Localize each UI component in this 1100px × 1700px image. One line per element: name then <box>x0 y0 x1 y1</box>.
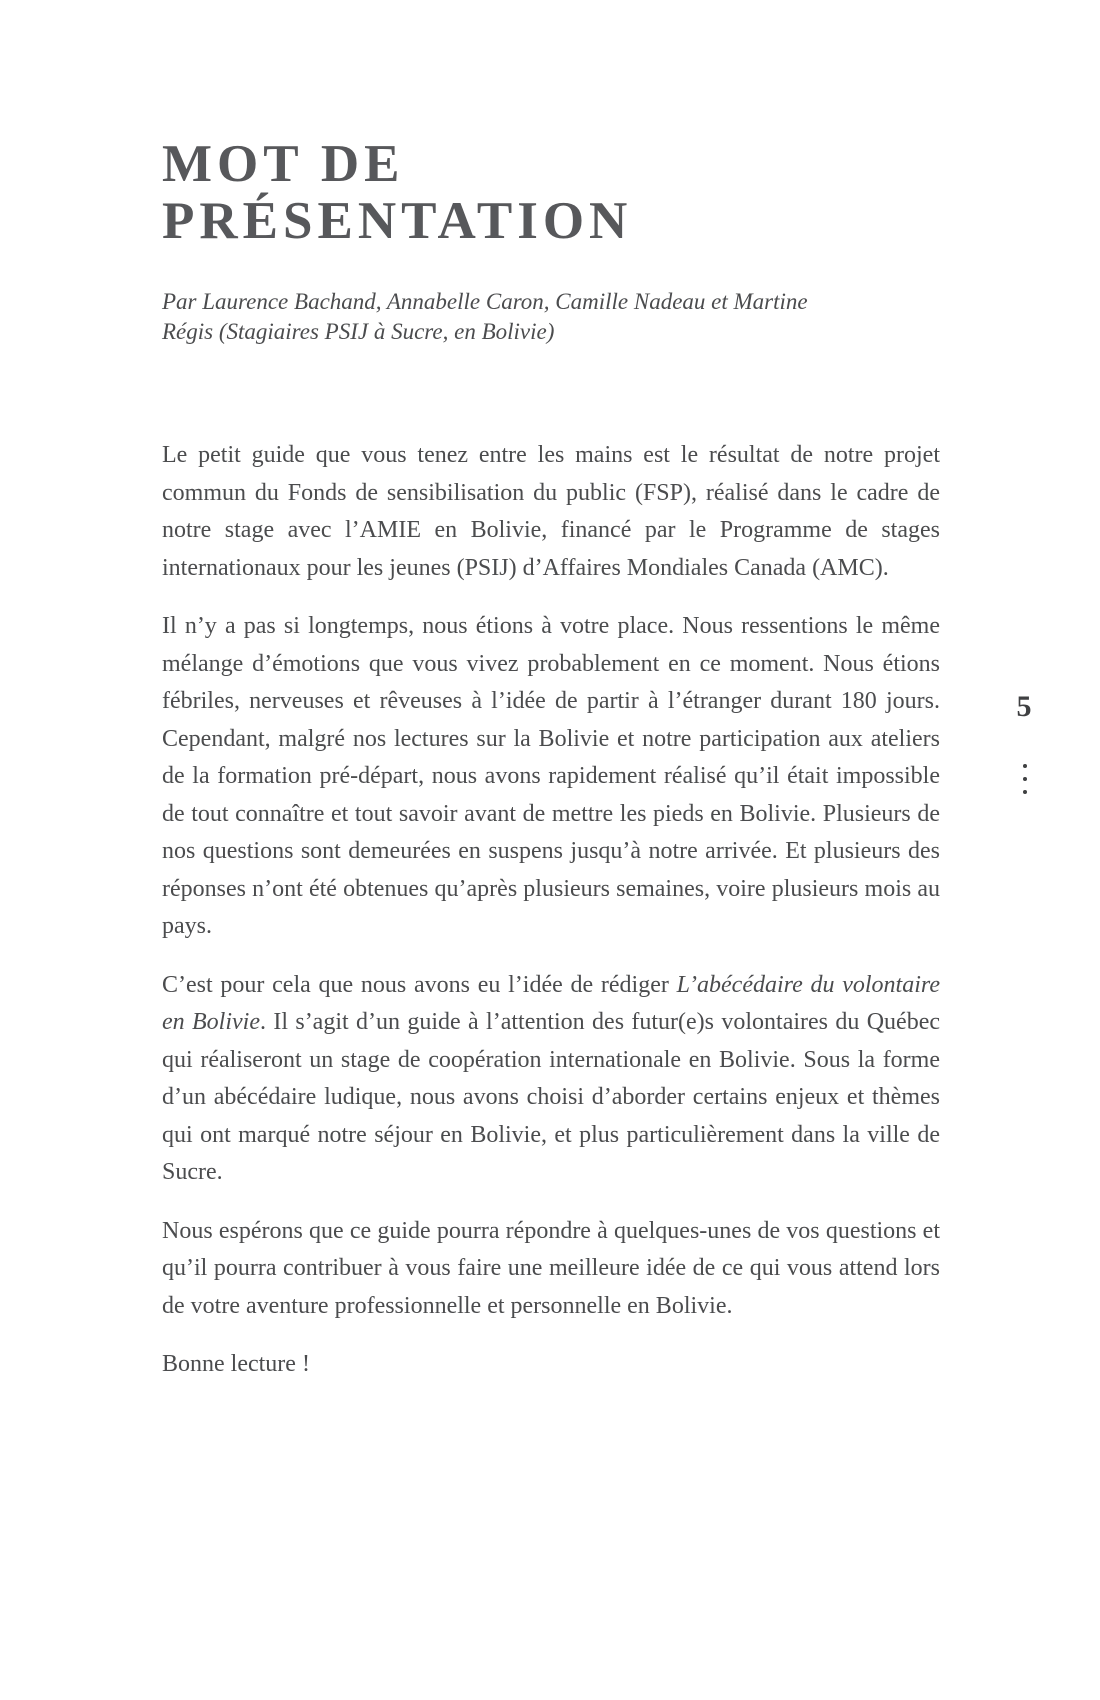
text-run: Le petit guide que vous tenez entre les mains est le résultat de notre projet commun du Fonds de sensibilisation du public (FSP), réalisé dans le cadre de notre stage avec l’AMIE en Bolivie, financé par le Programme de stages internationaux pour les jeunes (PSIJ) d’Affaires Mondiales Canada (AMC). <box>162 442 940 581</box>
closing-line <box>162 1346 940 1384</box>
text-run: Il n’y a pas si longtemps, nous étions à votre place. Nous ressentions le même mélange d’émotions que vous vivez probablement en ce moment. Nous étions fébriles, nerveuses et rêveuses à l’idée de partir à l’étranger durant 180 jours. Cependant, malgré nos lectures sur la Bolivie et notre participation aux ateliers de la formation pré-départ, nous avons rapidement réalisé qu’il était impossible de tout connaître et tout savoir avant de mettre les pieds en Bolivie. Plusieurs de nos questions sont demeurées en suspens jusqu’à notre arrivée. Et plusieurs des réponses n’ont été obtenues qu’après plusieurs semaines, voire plusieurs mois au pays. <box>162 613 940 939</box>
page-title: MOT DE PRÉSENTATION <box>162 135 633 250</box>
byline <box>162 287 940 347</box>
paragraph-experience <box>162 608 940 946</box>
dot <box>1023 790 1027 794</box>
text-run: Bonne lecture ! <box>162 1351 310 1377</box>
byline-line-1: Par Laurence Bachand, Annabelle Caron, Camille Nadeau et Martine <box>162 289 808 314</box>
italic-text-run: L’abécédaire du volontaire en Bolivie <box>162 971 940 1035</box>
dot <box>1023 777 1027 781</box>
main-text-column <box>162 0 940 1384</box>
vertical-dots-ornament <box>1023 764 1027 794</box>
byline-line-2: Régis (Stagiaires PSIJ à Sucre, en Bolivie) <box>162 319 555 344</box>
text-run: C’est pour cela que nous avons eu l’idée de rédiger <box>162 971 677 998</box>
paragraph-abecedaire <box>162 967 940 1192</box>
page-number: 5 <box>1016 690 1032 723</box>
text-run: . Il s’agit d’un guide à l’attention des futur(e)s volontaires du Québec qui réaliseront un stage de coopération internationale en Bolivie. Sous la forme d’un abécédaire ludique, nous avons choisi d’aborder certains enjeux et thèmes qui ont marqué notre séjour en Bolivie, et plus particulièrement dans la ville de Sucre. <box>162 1009 940 1185</box>
body-paragraphs <box>162 437 940 1384</box>
paragraph-intro <box>162 437 940 587</box>
text-run: Nous espérons que ce guide pourra répondre à quelques-unes de vos questions et qu’il pourra contribuer à vous faire une meilleure idée de ce qui vous attend lors de votre aventure professionnelle et personnelle en Bolivie. <box>162 1217 940 1319</box>
paragraph-hope <box>162 1213 940 1326</box>
dot <box>1023 764 1027 768</box>
